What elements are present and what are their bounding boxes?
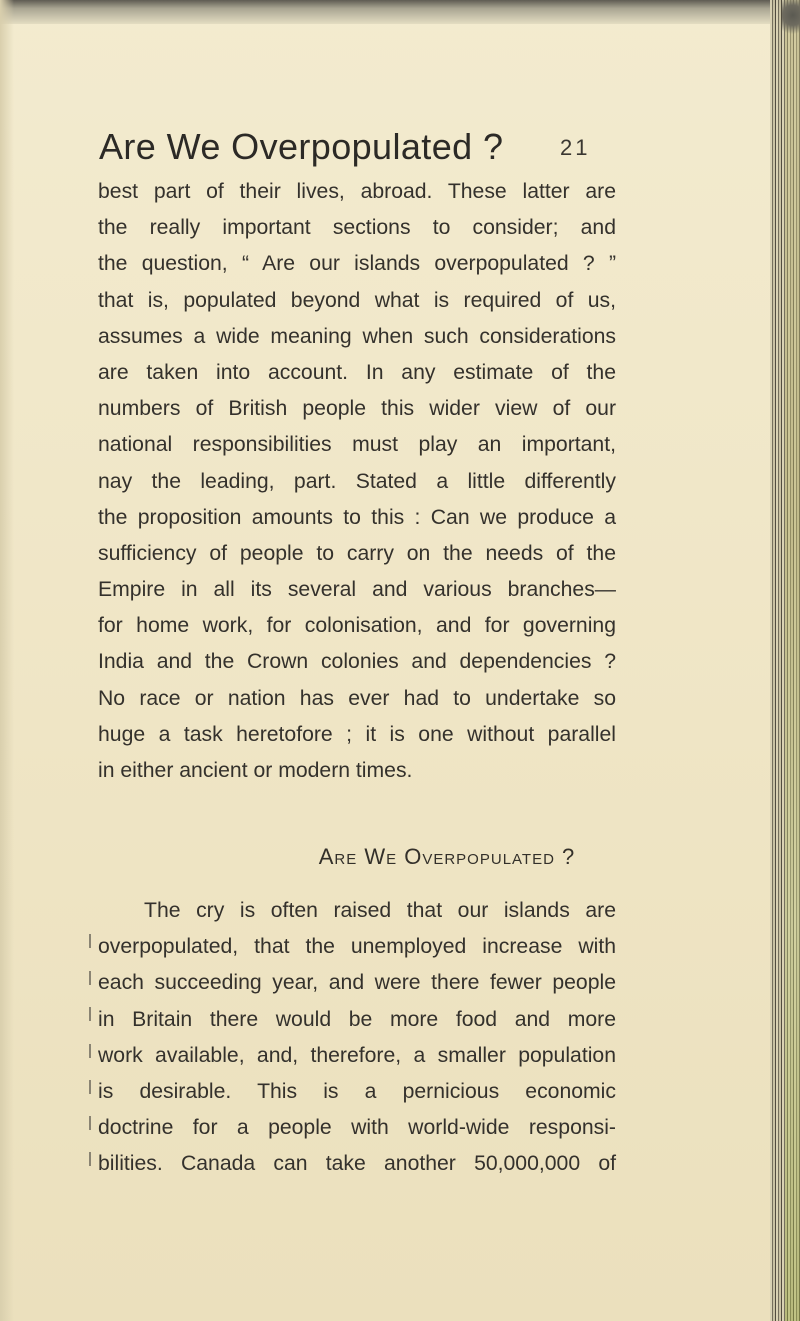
text-line: in Britain there would be more food and more xyxy=(98,1007,616,1031)
text-line: numbers of British people this wider view of our xyxy=(98,397,616,421)
margin-marks xyxy=(89,934,93,1184)
section-paragraph xyxy=(98,893,616,1183)
text-line: work available, and, therefore, a smaller population xyxy=(98,1043,616,1067)
section-heading-text: Are We Overpopulated ? xyxy=(318,844,576,869)
margin-mark xyxy=(89,971,91,985)
text-line: that is, populated beyond what is required of us, xyxy=(98,288,616,312)
margin-mark xyxy=(89,1152,91,1166)
text-line: best part of their lives, abroad. These latter are xyxy=(98,180,616,203)
running-title: Are We Overpopulated ? xyxy=(99,126,504,167)
text-line: each succeeding year, and were there fewer people xyxy=(98,971,616,995)
section-heading xyxy=(0,837,800,877)
page-top-edge xyxy=(0,0,800,24)
margin-mark xyxy=(89,1080,91,1094)
text-line: the really important sections to consider; and xyxy=(98,216,616,240)
text-line: is desirable. This is a pernicious economic xyxy=(98,1079,616,1103)
text-line: in either ancient or modern times. xyxy=(98,759,413,782)
margin-mark xyxy=(89,1116,91,1130)
running-head xyxy=(0,124,800,174)
text-line: for home work, for colonisation, and for governing xyxy=(98,614,616,638)
page-number: 21 xyxy=(560,135,591,160)
paragraph-1 xyxy=(98,174,616,789)
text-line: No race or nation has ever had to undertake so xyxy=(98,686,616,710)
text-line: doctrine for a people with world-wide responsi- xyxy=(98,1116,616,1140)
text-line: national responsibilities must play an important, xyxy=(98,433,616,457)
margin-mark xyxy=(89,934,91,948)
corner-mark xyxy=(782,0,800,38)
text-line: assumes a wide meaning when such considerations xyxy=(98,324,616,348)
text-line: the question, “ Are our islands overpopulated ? ” xyxy=(98,252,616,276)
book-cover-edge xyxy=(785,0,800,1321)
text-line: nay the leading, part. Stated a little differently xyxy=(98,469,616,493)
margin-mark xyxy=(89,1007,91,1021)
text-line: are taken into account. In any estimate of the xyxy=(98,360,616,384)
text-line: Empire in all its several and various branches— xyxy=(98,578,616,602)
text-line: sufficiency of people to carry on the needs of the xyxy=(98,541,616,565)
text-line: overpopulated, that the unemployed increase with xyxy=(98,935,616,959)
text-line: The cry is often raised that our islands are xyxy=(144,899,616,922)
text-line: the proposition amounts to this : Can we produce a xyxy=(98,505,616,529)
margin-mark xyxy=(89,1044,91,1058)
text-line: huge a task heretofore ; it is one without parallel xyxy=(98,722,616,746)
page-left-shadow xyxy=(0,0,14,1321)
text-line: India and the Crown colonies and dependencies ? xyxy=(98,650,616,674)
text-line: bilities. Canada can take another 50,000,000 of xyxy=(98,1152,616,1176)
